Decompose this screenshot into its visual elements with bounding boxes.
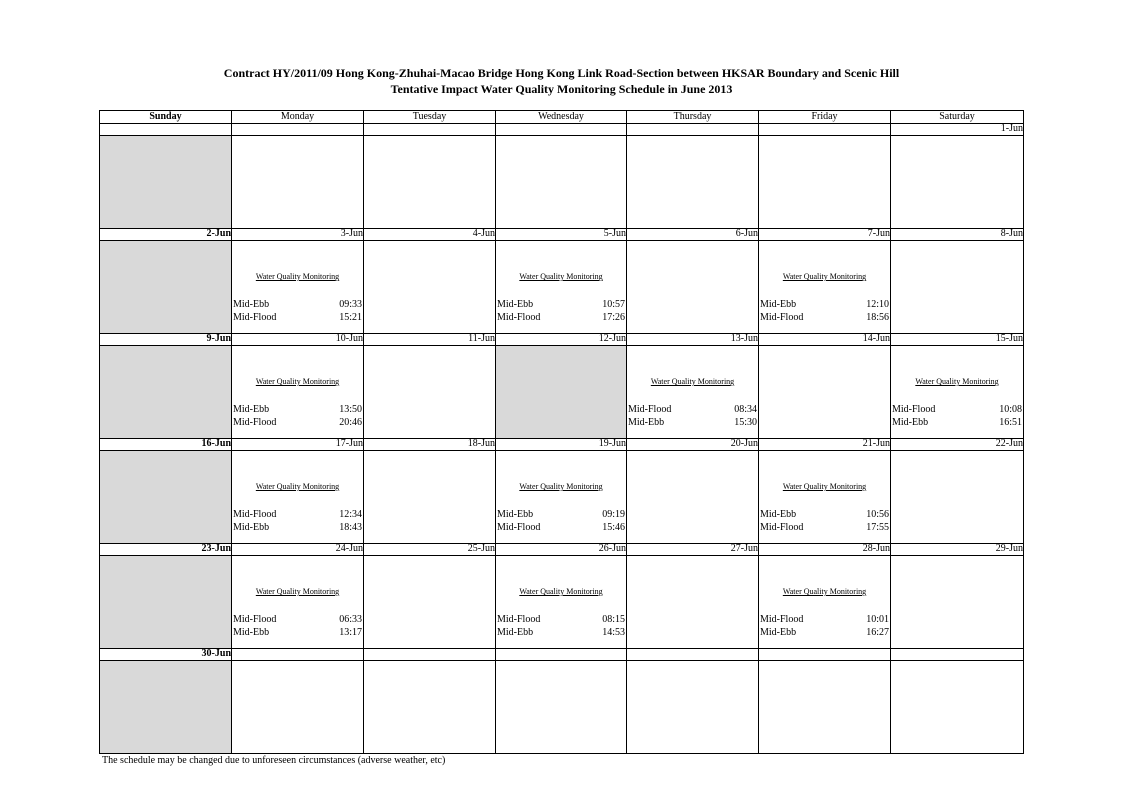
day-cell bbox=[496, 451, 627, 544]
tide-time: 13:17 bbox=[339, 627, 362, 639]
tide-name: Mid-Flood bbox=[497, 614, 541, 626]
tide-name: Mid-Flood bbox=[497, 312, 541, 324]
date-label bbox=[759, 648, 891, 660]
tide-name: Mid-Ebb bbox=[760, 509, 797, 521]
date-label bbox=[627, 124, 759, 136]
date-label bbox=[759, 124, 891, 136]
tide-time: 13:50 bbox=[339, 404, 362, 416]
no-monitoring-day-cell bbox=[100, 661, 232, 754]
tide-time: 18:56 bbox=[866, 312, 889, 324]
day-cell bbox=[232, 556, 364, 649]
tide-time: 15:30 bbox=[734, 417, 757, 429]
date-label: 14-Jun bbox=[759, 334, 891, 346]
monitoring-label: Water Quality Monitoring bbox=[255, 272, 340, 282]
tide-time: 08:15 bbox=[602, 614, 625, 626]
day-cell bbox=[232, 241, 364, 334]
week-row bbox=[100, 241, 1024, 334]
tide-name: Mid-Ebb bbox=[497, 509, 534, 521]
week-row bbox=[100, 556, 1024, 649]
day-cell bbox=[364, 241, 496, 334]
date-row bbox=[100, 229, 1024, 241]
tide-time: 14:53 bbox=[602, 627, 625, 639]
date-label: 15-Jun bbox=[891, 334, 1024, 346]
tide-time: 12:34 bbox=[339, 509, 362, 521]
day-cell bbox=[496, 556, 627, 649]
tide-name: Mid-Flood bbox=[497, 522, 541, 534]
day-cell bbox=[627, 661, 759, 754]
date-label bbox=[496, 648, 627, 660]
tide-name: Mid-Ebb bbox=[760, 627, 797, 639]
date-label: 23-Jun bbox=[100, 543, 232, 555]
tide-entry bbox=[497, 311, 625, 324]
date-label bbox=[232, 124, 364, 136]
tide-entry bbox=[497, 613, 625, 626]
date-label: 9-Jun bbox=[100, 334, 232, 346]
monitoring-label: Water Quality Monitoring bbox=[519, 587, 603, 597]
monitoring-label: Water Quality Monitoring bbox=[255, 587, 340, 597]
tide-entry bbox=[497, 508, 625, 521]
date-row bbox=[100, 334, 1024, 346]
date-label: 24-Jun bbox=[232, 543, 364, 555]
day-cell bbox=[891, 661, 1024, 754]
day-cell bbox=[232, 451, 364, 544]
weekday-header: Thursday bbox=[627, 111, 759, 124]
date-label: 17-Jun bbox=[232, 439, 364, 451]
tide-time: 08:34 bbox=[734, 404, 757, 416]
tide-entry bbox=[497, 521, 625, 534]
day-cell bbox=[364, 451, 496, 544]
date-label: 2-Jun bbox=[100, 229, 232, 241]
tide-entry bbox=[233, 626, 362, 639]
week-row bbox=[100, 136, 1024, 229]
weekday-header-row bbox=[100, 111, 1024, 124]
day-cell bbox=[496, 661, 627, 754]
document-title: Contract HY/2011/09 Hong Kong-Zhuhai-Macao Bridge Hong Kong Link Road-Section between HKSAR Boundary and Scenic Hill bbox=[223, 66, 900, 80]
date-row bbox=[100, 543, 1024, 555]
tide-name: Mid-Flood bbox=[760, 614, 804, 626]
tide-time: 15:21 bbox=[339, 312, 362, 324]
date-label: 12-Jun bbox=[496, 334, 627, 346]
no-monitoring-day-cell bbox=[100, 451, 232, 544]
date-label bbox=[232, 648, 364, 660]
tide-name: Mid-Ebb bbox=[233, 299, 270, 311]
tide-name: Mid-Ebb bbox=[497, 627, 534, 639]
tide-time: 09:19 bbox=[602, 509, 625, 521]
date-label: 6-Jun bbox=[627, 229, 759, 241]
tide-time: 18:43 bbox=[339, 522, 362, 534]
schedule-note: The schedule may be changed due to unforeseen circumstances (adverse weather, etc) bbox=[102, 755, 446, 766]
day-cell bbox=[759, 451, 891, 544]
weekday-header: Friday bbox=[759, 111, 891, 124]
date-label bbox=[627, 648, 759, 660]
day-cell bbox=[627, 556, 759, 649]
tide-time: 10:57 bbox=[602, 299, 625, 311]
tide-entry bbox=[760, 521, 889, 534]
day-cell bbox=[232, 661, 364, 754]
date-label: 3-Jun bbox=[232, 229, 364, 241]
tide-name: Mid-Flood bbox=[233, 417, 277, 429]
monitoring-label: Water Quality Monitoring bbox=[255, 482, 340, 492]
tide-name: Mid-Flood bbox=[233, 614, 277, 626]
tide-entry bbox=[760, 298, 889, 311]
tide-entry bbox=[233, 298, 362, 311]
date-label: 28-Jun bbox=[759, 543, 891, 555]
weekday-header: Sunday bbox=[100, 111, 232, 124]
day-cell bbox=[627, 241, 759, 334]
tide-name: Mid-Ebb bbox=[892, 417, 929, 429]
day-cell bbox=[891, 451, 1024, 544]
tide-time: 12:10 bbox=[866, 299, 889, 311]
tide-entry bbox=[760, 311, 889, 324]
no-monitoring-day-cell bbox=[496, 346, 627, 439]
monitoring-label: Water Quality Monitoring bbox=[255, 377, 340, 387]
monitoring-label: Water Quality Monitoring bbox=[519, 272, 603, 282]
date-label: 19-Jun bbox=[496, 439, 627, 451]
day-cell bbox=[364, 136, 496, 229]
document-subtitle: Tentative Impact Water Quality Monitoring Schedule in June 2013 bbox=[390, 82, 733, 96]
day-cell bbox=[627, 136, 759, 229]
date-label: 30-Jun bbox=[100, 648, 232, 660]
week-row bbox=[100, 451, 1024, 544]
date-label bbox=[496, 124, 627, 136]
day-cell bbox=[891, 241, 1024, 334]
tide-time: 20:46 bbox=[339, 417, 362, 429]
date-label: 4-Jun bbox=[364, 229, 496, 241]
tide-name: Mid-Flood bbox=[892, 404, 936, 416]
day-cell bbox=[364, 346, 496, 439]
date-label bbox=[364, 124, 496, 136]
day-cell bbox=[759, 661, 891, 754]
date-label: 25-Jun bbox=[364, 543, 496, 555]
tide-name: Mid-Ebb bbox=[497, 299, 534, 311]
day-cell bbox=[496, 136, 627, 229]
tide-name: Mid-Ebb bbox=[233, 404, 270, 416]
tide-time: 10:56 bbox=[866, 509, 889, 521]
day-cell bbox=[891, 346, 1024, 439]
tide-time: 17:55 bbox=[866, 522, 889, 534]
tide-time: 16:51 bbox=[999, 417, 1022, 429]
monitoring-label: Water Quality Monitoring bbox=[782, 272, 867, 282]
tide-entry bbox=[233, 521, 362, 534]
date-row bbox=[100, 648, 1024, 660]
tide-entry bbox=[233, 311, 362, 324]
tide-time: 10:01 bbox=[866, 614, 889, 626]
tide-time: 15:46 bbox=[602, 522, 625, 534]
weekday-header: Wednesday bbox=[496, 111, 627, 124]
tide-entry bbox=[760, 508, 889, 521]
day-cell bbox=[496, 241, 627, 334]
day-cell bbox=[759, 346, 891, 439]
date-label: 16-Jun bbox=[100, 439, 232, 451]
tide-time: 09:33 bbox=[339, 299, 362, 311]
date-label: 26-Jun bbox=[496, 543, 627, 555]
day-cell bbox=[759, 136, 891, 229]
monitoring-label: Water Quality Monitoring bbox=[650, 377, 735, 387]
tide-entry bbox=[233, 416, 362, 429]
tide-name: Mid-Ebb bbox=[233, 627, 270, 639]
monitoring-label: Water Quality Monitoring bbox=[519, 482, 603, 492]
weekday-header: Monday bbox=[232, 111, 364, 124]
weekday-header: Tuesday bbox=[364, 111, 496, 124]
date-label: 27-Jun bbox=[627, 543, 759, 555]
date-label: 29-Jun bbox=[891, 543, 1024, 555]
no-monitoring-day-cell bbox=[100, 136, 232, 229]
no-monitoring-day-cell bbox=[100, 346, 232, 439]
tide-entry bbox=[233, 613, 362, 626]
tide-entry bbox=[233, 508, 362, 521]
date-label: 18-Jun bbox=[364, 439, 496, 451]
date-label: 11-Jun bbox=[364, 334, 496, 346]
day-cell bbox=[232, 136, 364, 229]
tide-entry bbox=[233, 403, 362, 416]
date-label: 20-Jun bbox=[627, 439, 759, 451]
tide-entry bbox=[760, 626, 889, 639]
tide-entry bbox=[760, 613, 889, 626]
schedule-calendar bbox=[99, 110, 1024, 754]
week-row bbox=[100, 346, 1024, 439]
date-label: 5-Jun bbox=[496, 229, 627, 241]
day-cell bbox=[891, 136, 1024, 229]
no-monitoring-day-cell bbox=[100, 241, 232, 334]
tide-time: 17:26 bbox=[602, 312, 625, 324]
date-label bbox=[364, 648, 496, 660]
tide-name: Mid-Flood bbox=[760, 522, 804, 534]
day-cell bbox=[364, 661, 496, 754]
tide-entry bbox=[497, 626, 625, 639]
date-label bbox=[100, 124, 232, 136]
tide-name: Mid-Ebb bbox=[628, 417, 665, 429]
date-label: 7-Jun bbox=[759, 229, 891, 241]
tide-entry bbox=[497, 298, 625, 311]
no-monitoring-day-cell bbox=[100, 556, 232, 649]
tide-name: Mid-Flood bbox=[628, 404, 672, 416]
tide-time: 16:27 bbox=[866, 627, 889, 639]
date-row bbox=[100, 124, 1024, 136]
weekday-header: Saturday bbox=[891, 111, 1024, 124]
tide-name: Mid-Ebb bbox=[233, 522, 270, 534]
date-label: 1-Jun bbox=[891, 124, 1024, 136]
monitoring-label: Water Quality Monitoring bbox=[915, 377, 999, 387]
day-cell bbox=[759, 556, 891, 649]
day-cell bbox=[891, 556, 1024, 649]
day-cell bbox=[232, 346, 364, 439]
day-cell bbox=[364, 556, 496, 649]
tide-entry bbox=[628, 416, 757, 429]
date-label bbox=[891, 648, 1024, 660]
tide-name: Mid-Flood bbox=[233, 312, 277, 324]
date-label: 13-Jun bbox=[627, 334, 759, 346]
tide-entry bbox=[892, 403, 1022, 416]
day-cell bbox=[759, 241, 891, 334]
tide-name: Mid-Flood bbox=[233, 509, 277, 521]
tide-name: Mid-Flood bbox=[760, 312, 804, 324]
tide-entry bbox=[892, 416, 1022, 429]
tide-name: Mid-Ebb bbox=[760, 299, 797, 311]
tide-time: 10:08 bbox=[999, 404, 1022, 416]
tide-entry bbox=[628, 403, 757, 416]
tide-time: 06:33 bbox=[339, 614, 362, 626]
monitoring-label: Water Quality Monitoring bbox=[782, 482, 867, 492]
week-row bbox=[100, 661, 1024, 754]
date-label: 22-Jun bbox=[891, 439, 1024, 451]
date-label: 21-Jun bbox=[759, 439, 891, 451]
day-cell bbox=[627, 451, 759, 544]
date-row bbox=[100, 439, 1024, 451]
date-label: 10-Jun bbox=[232, 334, 364, 346]
monitoring-label: Water Quality Monitoring bbox=[782, 587, 867, 597]
day-cell bbox=[627, 346, 759, 439]
date-label: 8-Jun bbox=[891, 229, 1024, 241]
